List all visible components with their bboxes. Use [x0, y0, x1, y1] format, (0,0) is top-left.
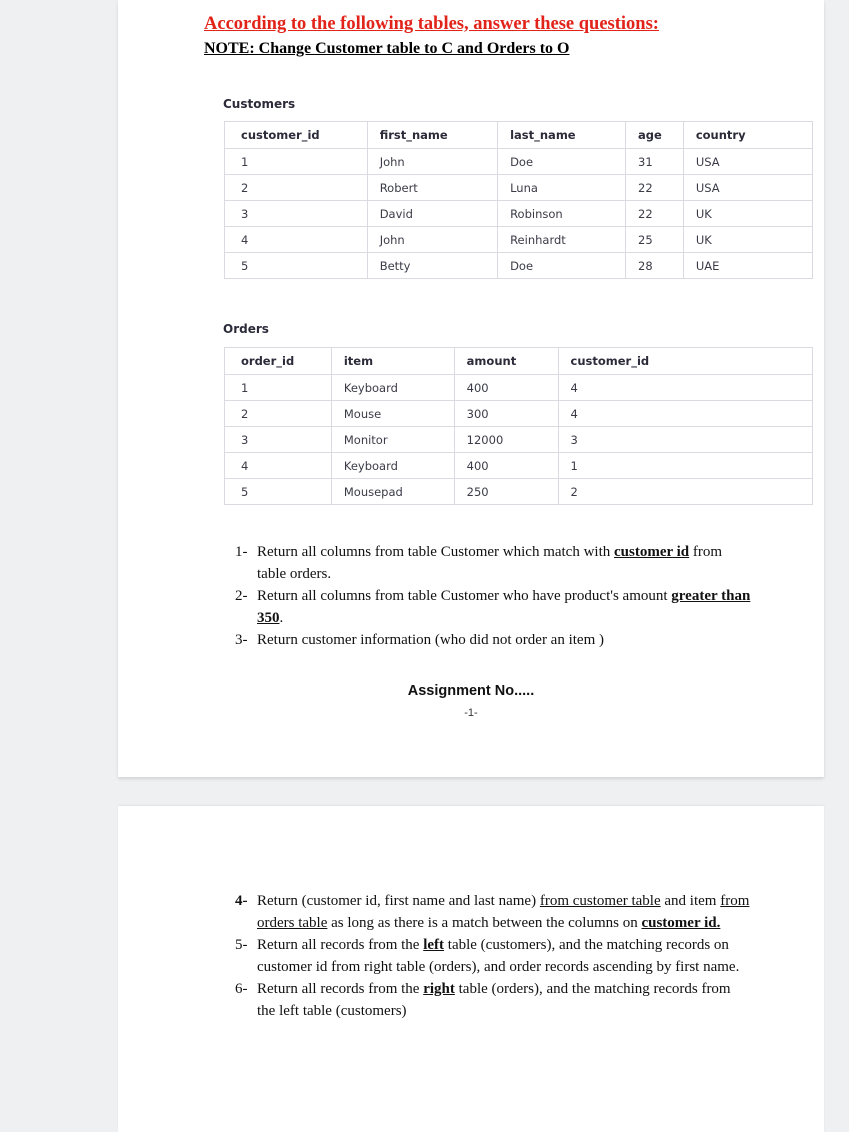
question-emphasis: left — [423, 937, 445, 953]
question-number: 1- — [235, 544, 248, 560]
table-header-row — [225, 348, 813, 375]
table-row — [225, 401, 813, 427]
table-cell: 1 — [225, 149, 368, 175]
table-cell: 5 — [225, 479, 332, 505]
page-number: -1- — [464, 707, 478, 719]
table-cell: UK — [683, 201, 812, 227]
question-text: table (orders), and the matching records from the left table (customers) — [257, 981, 731, 1019]
customers-table — [224, 121, 813, 279]
question-text: . — [279, 610, 284, 626]
table-cell: Mousepad — [331, 479, 454, 505]
table-cell: Betty — [367, 253, 497, 279]
table-row — [225, 479, 813, 505]
question-2 — [232, 585, 752, 629]
table-cell: 2 — [225, 401, 332, 427]
table-cell: Doe — [498, 253, 626, 279]
question-text: Return all records from the — [257, 981, 424, 997]
question-link: from orders table — [257, 893, 750, 931]
table-row — [225, 375, 813, 401]
note: NOTE: Change Customer table to C and Orders to O — [204, 40, 570, 57]
table-cell: Doe — [498, 149, 626, 175]
question-link: from customer table — [539, 893, 661, 909]
table-cell: 4 — [558, 375, 812, 401]
question-emphasis: greater than 350 — [257, 588, 751, 626]
table-header-row — [225, 122, 813, 149]
table-row — [225, 227, 813, 253]
table-cell: 2 — [225, 175, 368, 201]
table-cell: 12000 — [454, 427, 558, 453]
table-row — [225, 201, 813, 227]
table-cell: 4 — [225, 453, 332, 479]
table-cell: 3 — [225, 201, 368, 227]
table-cell: UAE — [683, 253, 812, 279]
table-cell: USA — [683, 149, 812, 175]
table-cell: John — [367, 227, 497, 253]
question-text: Return customer information (who did not order an item ) — [257, 632, 604, 648]
column-header: item — [331, 348, 454, 375]
question-number: 2- — [235, 588, 248, 604]
question-6 — [232, 978, 752, 1022]
column-header: age — [626, 122, 684, 149]
question-text: Return (customer id, first name and last name) — [257, 893, 540, 909]
table-cell: 28 — [626, 253, 684, 279]
question-text: from table orders. — [257, 544, 723, 582]
question-number: 6- — [235, 981, 248, 997]
column-header: last_name — [498, 122, 626, 149]
assignment-title: Assignment No..... — [407, 683, 535, 699]
table-cell: Robinson — [498, 201, 626, 227]
question-4 — [232, 890, 752, 934]
question-emphasis: customer id — [614, 544, 690, 560]
question-3 — [232, 629, 752, 651]
question-list — [232, 541, 752, 651]
column-header: order_id — [225, 348, 332, 375]
question-5 — [232, 934, 752, 978]
customers-table-label: Customers — [223, 97, 296, 111]
document-page-1 — [118, 0, 824, 777]
column-header: amount — [454, 348, 558, 375]
table-cell: 2 — [558, 479, 812, 505]
table-row — [225, 427, 813, 453]
question-1 — [232, 541, 752, 585]
table-cell: 22 — [626, 175, 684, 201]
table-cell: Mouse — [331, 401, 454, 427]
question-list — [232, 890, 752, 1022]
table-cell: 4 — [225, 227, 368, 253]
table-cell: UK — [683, 227, 812, 253]
question-number: 4- — [235, 893, 248, 909]
table-row — [225, 149, 813, 175]
question-text: and item — [660, 893, 721, 909]
column-header: country — [683, 122, 812, 149]
table-row — [225, 253, 813, 279]
table-cell: John — [367, 149, 497, 175]
table-cell: 3 — [225, 427, 332, 453]
column-header: customer_id — [225, 122, 368, 149]
question-number: 5- — [235, 937, 248, 953]
orders-table — [224, 347, 813, 505]
table-cell: 3 — [558, 427, 812, 453]
question-number: 3- — [235, 632, 248, 648]
question-text: Return all columns from table Customer who have product's amount — [257, 588, 672, 604]
question-emphasis: customer id. — [641, 915, 721, 931]
question-emphasis: right — [423, 981, 455, 997]
table-cell: 300 — [454, 401, 558, 427]
table-cell: USA — [683, 175, 812, 201]
question-text: Return all columns from table Customer which match with — [257, 544, 615, 560]
table-cell: 400 — [454, 375, 558, 401]
table-cell: 31 — [626, 149, 684, 175]
table-cell: Reinhardt — [498, 227, 626, 253]
table-row — [225, 453, 813, 479]
table-cell: 400 — [454, 453, 558, 479]
heading: According to the following tables, answer these questions: — [204, 14, 659, 34]
column-header: customer_id — [558, 348, 812, 375]
table-cell: 4 — [558, 401, 812, 427]
table-cell: Robert — [367, 175, 497, 201]
table-cell: Monitor — [331, 427, 454, 453]
column-header: first_name — [367, 122, 497, 149]
table-cell: Keyboard — [331, 375, 454, 401]
orders-table-label: Orders — [223, 322, 269, 336]
table-cell: David — [367, 201, 497, 227]
question-text: table (customers), and the matching records on customer id from right table (orders), and order records ascending by first name. — [257, 937, 740, 975]
question-text: Return all records from the — [257, 937, 424, 953]
table-cell: 250 — [454, 479, 558, 505]
table-cell: 1 — [225, 375, 332, 401]
question-text: as long as there is a match between the columns on — [327, 915, 642, 931]
table-row — [225, 175, 813, 201]
table-cell: Luna — [498, 175, 626, 201]
table-cell: Keyboard — [331, 453, 454, 479]
table-cell: 22 — [626, 201, 684, 227]
table-cell: 5 — [225, 253, 368, 279]
table-cell: 25 — [626, 227, 684, 253]
table-cell: 1 — [558, 453, 812, 479]
